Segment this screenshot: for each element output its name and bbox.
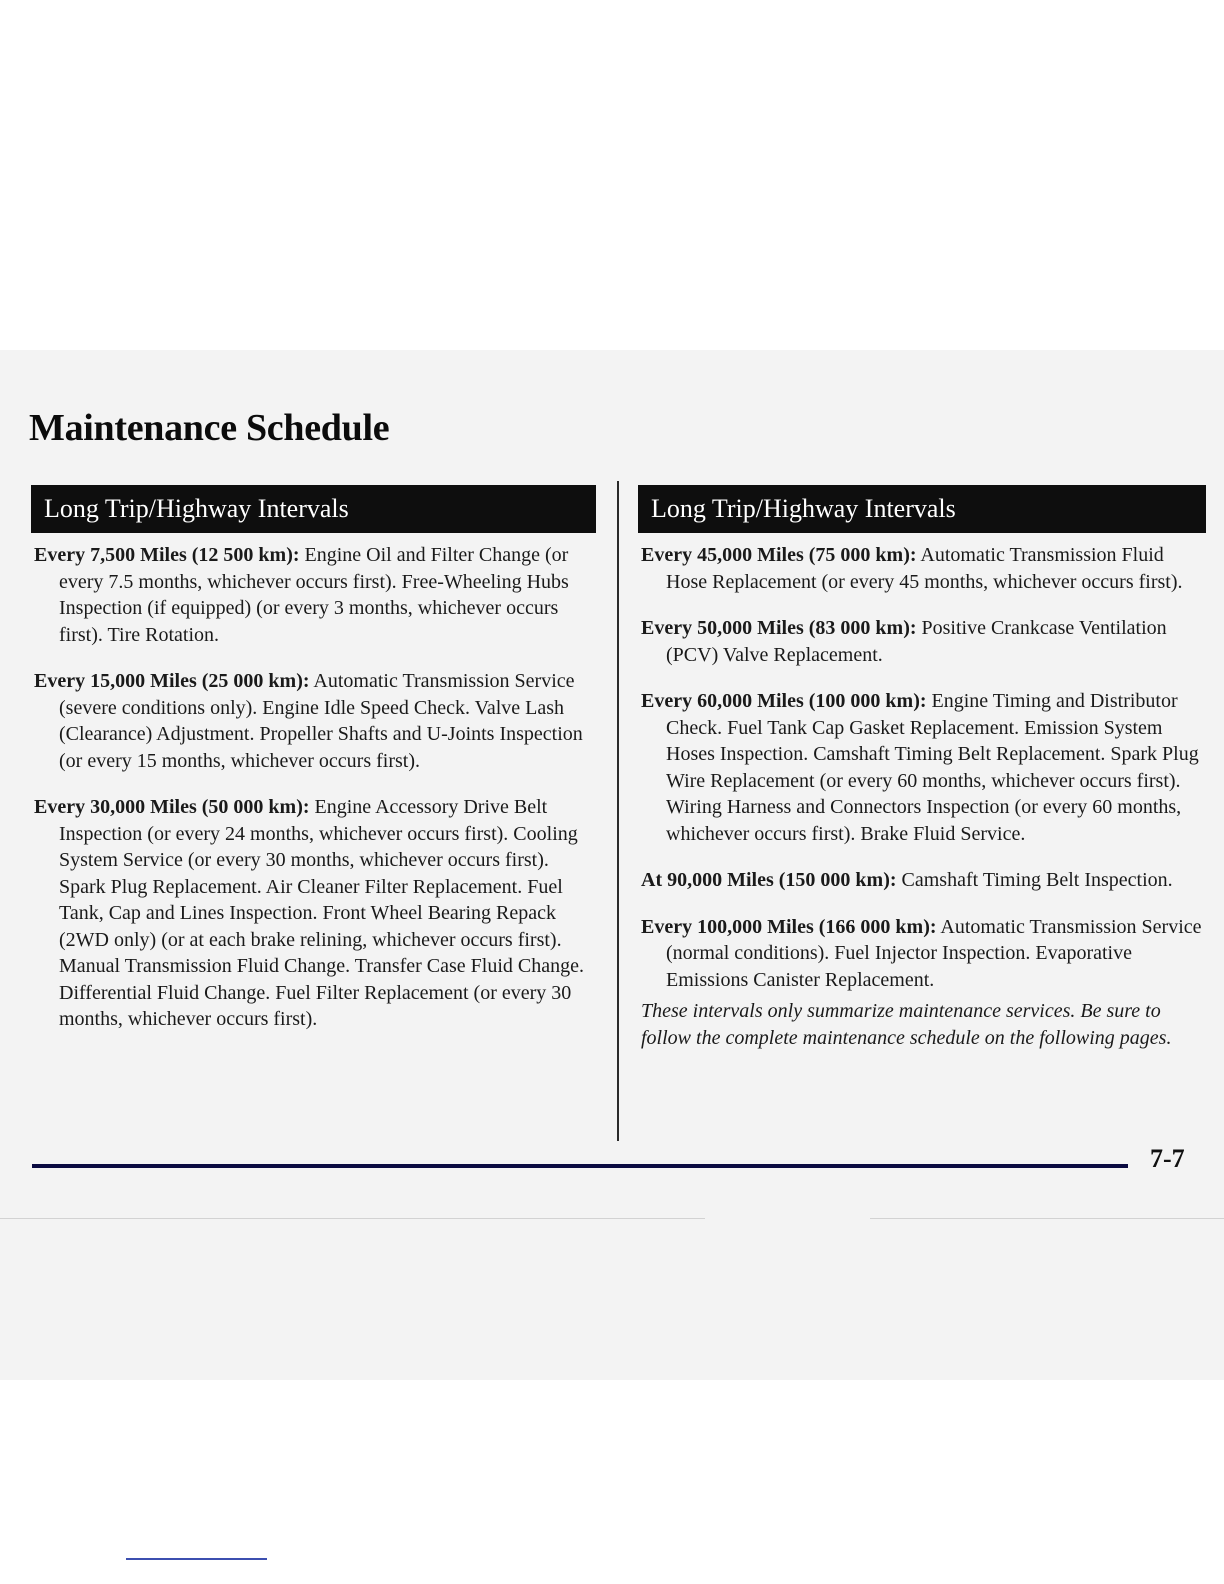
left-column — [34, 485, 596, 1038]
page-edge-line — [0, 1218, 705, 1219]
interval-lead: Every 15,000 Miles (25 000 km): — [34, 670, 310, 692]
interval-text: Positive Crankcase Ventilation (PCV) Valve Replacement. — [666, 617, 1167, 666]
interval-text: Automatic Transmission Service (normal conditions). Fuel Injector Inspection. Evaporative Emissions Canister Replacement. — [666, 915, 1202, 991]
interval-text: Automatic Transmission Service (severe conditions only). Engine Idle Speed Check. Valve Lash (Clearance) Adjustment. Propeller Shafts and U-Joints Inspection (or every 15 months, whichever occurs first). — [59, 670, 583, 772]
interval-lead: At 90,000 Miles (150 000 km): — [641, 869, 897, 891]
interval-lead: Every 45,000 Miles (75 000 km): — [641, 544, 917, 566]
left-section-header: Long Trip/Highway Intervals — [31, 485, 596, 533]
interval-text: Camshaft Timing Belt Inspection. — [901, 869, 1173, 891]
interval-entry-50000 — [641, 615, 1206, 668]
interval-text: Engine Oil and Filter Change (or every 7.5 months, whichever occurs first). Free-Wheeling Hubs Inspection (if equipped) (or every 3 months, whichever occurs first). Tire Rotation. — [59, 544, 569, 646]
interval-lead: Every 50,000 Miles (83 000 km): — [641, 617, 917, 639]
page-title: Maintenance Schedule — [29, 407, 390, 449]
page-edge-line — [870, 1218, 1224, 1219]
page-number: 7-7 — [1150, 1144, 1185, 1173]
link-underline — [126, 1558, 267, 1560]
right-section-header: Long Trip/Highway Intervals — [638, 485, 1206, 533]
footer-rule — [32, 1164, 1128, 1168]
left-entries — [34, 542, 596, 1033]
right-entries — [641, 542, 1206, 993]
interval-entry-60000 — [641, 688, 1206, 847]
interval-entry-30000 — [34, 794, 596, 1033]
right-column — [641, 485, 1206, 1071]
interval-entry-15000 — [34, 668, 596, 774]
column-divider — [617, 481, 619, 1141]
interval-lead: Every 60,000 Miles (100 000 km): — [641, 690, 927, 712]
interval-lead: Every 100,000 Miles (166 000 km): — [641, 915, 937, 938]
interval-lead: Every 7,500 Miles (12 500 km): — [34, 544, 300, 566]
summary-note: These intervals only summarize maintenance services. Be sure to follow the complete maintenance schedule on the following pages. — [641, 1000, 1172, 1049]
interval-entry-45000 — [641, 542, 1206, 595]
interval-entry-7500 — [34, 542, 596, 648]
interval-text: Automatic Transmission Fluid Hose Replacement (or every 45 months, whichever occurs first). — [666, 544, 1183, 593]
interval-entry-100000 — [641, 914, 1206, 994]
interval-text: Engine Timing and Distributor Check. Fuel Tank Cap Gasket Replacement. Emission System Hoses Inspection. Camshaft Timing Belt Replacement. Spark Plug Wire Replacement (or every 60 months, whichever occurs first). Wiring Harness and Connectors Inspection (or every 60 months, whichever occurs first). Brake Fluid Service. — [666, 690, 1199, 845]
interval-lead: Every 30,000 Miles (50 000 km): — [34, 796, 310, 818]
interval-text: Engine Accessory Drive Belt Inspection (or every 24 months, whichever occurs first). Cooling System Service (or every 30 months, whichever occurs first). Spark Plug Replacement. Air Cleaner Filter Replacement. Fuel Tank, Cap and Lines Inspection. Front Wheel Bearing Repack (2WD only) (or at each brake relining, whichever occurs first). Manual Transmission Fluid Change. Transfer Case Fluid Change. Differential Fluid Change. Fuel Filter Replacement (or every 30 months, whichever occurs first). — [59, 796, 585, 1030]
interval-entry-90000 — [641, 867, 1206, 894]
